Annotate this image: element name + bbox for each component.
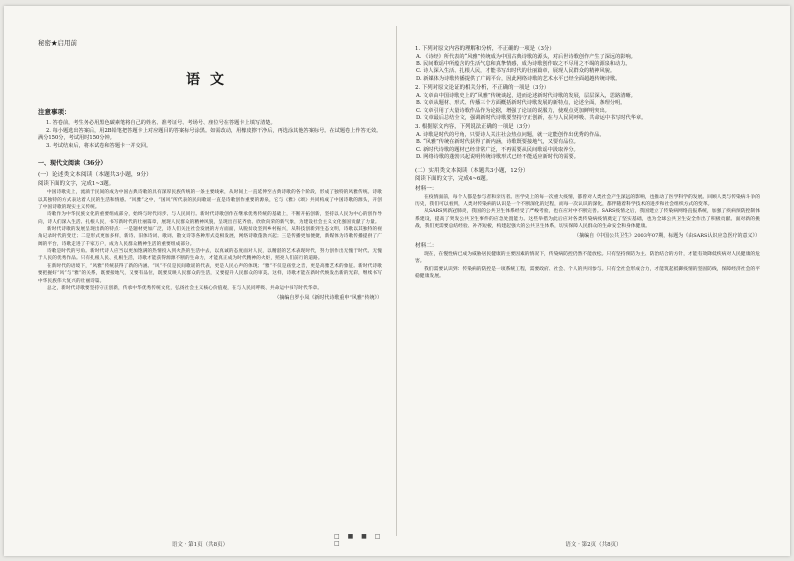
material-paragraph: 我们需要认识到：传染病的防控是一项系统工程，需要政府、社会、个人的共同参与。只有全社会形成合力，才能筑起抵御疫情的坚固防线，保障经济社会的平稳健康发展。 [415,266,760,280]
passage-paragraph: 新时代诗歌的发展呈现出新的特点：一是题材更加广泛，诗人们关注社会发展的方方面面，从脱贫攻坚到乡村振兴，从科技创新到生态文明，诗歌以其独特的视角记录时代的变迁；二是形式更加多样，新诗、旧体诗词、歌词、散文诗等各种形式竞相发展，网络诗歌蓬勃兴起；三是传播更加便捷，新媒体为诗歌传播提供了广阔的平台，诗歌走进了千家万户，成为人民群众精神生活的重要组成部分。 [38,227,382,247]
question-1-stem: 1. 下列对原文内容的理解和分析，不正确的一项是（3分） [415,46,555,52]
question-3-stem: 3. 根据原文内容，下列说法正确的一项是（3分） [415,124,534,131]
passage-paragraph: 总之，新时代诗歌要坚持守正创新，传承中华优秀传统文化，弘扬社会主义核心价值观，在与人民同呼吸、共命运中书写时代华章。 [47,285,323,291]
passage-paragraph: 中国诗歌史上，流淌于民间的成为中国古典诗歌的具有深厚民族传统的一条主要线索，从时间上一直延伸至古典诗歌的各个阶段，形成了独特的风雅传统。诗歌以其独特的方式表达着人民的生活和情感。“风雅”之中，“国风”所代表的民间歌谣一直是诗歌创作重要的源泉，它与《雅》《颂》共同构成了中国诗歌的源头，开创了中国诗歌的现实主义传统。 [38,190,382,211]
question-2-option: D. 文章最后总结全文，强调新时代诗歌要坚持守正创新，在与人民同呼吸、共命运中书写时代华章。 [416,115,647,122]
subsection-title-2: (二）实用类文本阅读（本题共3小题，12分） [415,167,529,174]
notice-item: 3. 考试结束后，将本试卷和答题卡一并交回。 [46,142,152,149]
question-3-option: B. “风雅”传统在新时代获得了新内涵，诗歌既要接地气，又要有品位。 [416,139,579,146]
question-1-option: A. 《诗经》所代表的“风雅”传统成为中国古典诗歌的源头，对后世诗歌创作产生了深远的影响。 [416,53,636,60]
material-paragraph: 现在，在慢性病已成为威胁居民健康的主要因素的情况下，传染病防控仍然不能放松。只有坚持预防为主、防治结合的方针，才能有效降低疾病对人民健康的危害。 [415,252,760,265]
question-2-option: C. 文章引用了大量诗歌作品作为论据，增强了论证的说服力，使观点更加鲜明突出。 [416,107,610,114]
exam-title: 语文 [186,72,234,88]
question-2-stem: 2. 下列对原文论证的相关分析，不正确的一项是（3分） [415,85,550,92]
secret-label: 秘密★启用前 [38,39,77,47]
notice-heading: 注意事项： [38,108,71,116]
question-1-option: D. 新媒体为诗歌传播提供了广阔平台，因此网络诗歌的艺术水平已经全面超越传统诗歌。 [416,75,621,82]
material-paragraph: 从SARS到新冠肺炎，我国的公共卫生体系经受了严峻考验，也在应对中不断完善。SARS疫情之后，我国建立了传染病网络直报系统，加强了疾病预防控制体系建设，提高了突发公共卫生事件的应急处置能力。这些举措为此后应对各类传染病疫情奠定了坚实基础，也为全球公共卫生安全作出了积极贡献。面对新的挑战，我们更需要总结经验、补齐短板，构建起强大的公共卫生体系，切实保障人民群众的生命安全和身体健康。 [415,209,760,229]
exam-sheet [4,6,790,556]
question-3-option: C. 新时代诗歌的题材已经非常广泛，不再需要从民间歌谣中汲取养分。 [416,146,579,153]
material-paragraph: 在疫情面前，每个人都是参与者和亲历者。医学史上的每一次重大疫情，都曾对人类社会产生深远的影响，也推动了医学科学的发展。回顾人类与传染病斗争的历史，我们可以看到，人类对传染病的认识是一个不断深化的过程，而每一次认识的深化，都伴随着科学技术的进步和社会组织方式的变革。 [415,194,760,207]
question-1-option: B. 民间歌谣中所蕴含的生活气息和真挚情感，成为诗歌创作取之不尽用之不竭的源泉和动力。 [416,61,631,67]
scan-marks: □ ■ ■ □ □ [334,533,384,547]
passage-paragraph: 诗歌是时代的号角。新时代诗人应当以更加饱满的热情投入到火热的生活中去，以真诚的态度面对人民，以精湛的艺术表现时代，努力创作出无愧于时代、无愧于人民的优秀作品。只有扎根人民、扎根生活，诗歌才能获得源源不断的生命力，才能真正成为时代精神的火炬，照亮人们前行的道路。 [38,249,382,262]
question-3-option: A. 诗歌是时代的号角，只要诗人关注社会热点问题，就一定能创作出优秀的作品。 [416,132,605,139]
material-2-label: 材料二： [415,243,438,250]
question-3-option: D. 网络诗歌的蓬勃兴起说明传统诗歌形式已经不能适应新时代的需要。 [416,154,579,161]
question-2-option: A. 文章由中国诗歌史上的“风雅”传统谈起，进而论述新时代诗歌的发展，层层深入，思路清晰。 [416,92,636,99]
section-title: 一、现代文阅读（36分） [38,160,107,168]
notice-item: 2. 每小题选出答案后，用2B铅笔把答题卡上对应题目的答案标号涂黑。如需改动，用橡皮擦干净后，再选涂其他答案标号。在试题卷上作答无效。满分150分，考试用时150分钟。 [38,127,382,142]
reading-instruction-2: 阅读下面的文字，完成4~6题。 [415,175,492,182]
subsection-title: (一）论述类文本阅读（本题共3小题，9分） [38,172,152,179]
question-1-option: C. 诗人深入生活、扎根人民，才能书写出时代的壮丽篇章，展现人民群众的精神风貌。 [416,68,616,75]
material-1-source: （摘编自《中国公共卫生》2003年07期，标题为《由SARS认识应急医疗的意义》） [574,233,760,240]
passage-paragraph: 诗歌作为中华民族文化的重要组成部分，始终与时代同步、与人民同行。新时代诗歌创作在继承优秀传统的基础上，不断开拓创新，坚持以人民为中心的创作导向，诗人们深入生活、扎根人民，书写新时代的壮丽篇章，展现人民群众的精神风貌，呈现出百花齐放、欣欣向荣的新气象，为建设社会主义文化强国贡献了力量。 [38,212,382,225]
page-footer-right: 语文 · 第2页（共8页） [565,542,622,548]
notice-item: 1. 答卷前，考生务必用黑色碳素笔将自己的姓名、准考证号、考场号、座位号在答题卡上填写清楚。 [46,120,276,126]
material-1-label: 材料一： [415,185,438,192]
passage-paragraph: 在新时代的语境下，“风雅”传统获得了新的内涵。“风”不仅是民间歌谣的代表，更是人民心声的体现；“雅”不仅是庙堂之音，更是高雅艺术的象征。新时代诗歌要把握好“风”与“雅”的关系，既要接地气，又要有品位，既要反映人民群众的生活，又要提升人民群众的审美。这样，诗歌才能在新时代焕发出新的光彩，继续书写中华民族伟大复兴的壮丽诗篇。 [38,263,382,284]
page-right [397,6,790,556]
question-2-option: B. 文章从题材、形式、传播三个方面概括新时代诗歌发展的新特点，论述全面，条理分明。 [416,100,626,107]
passage-source: （摘编自罗小凤《新时代诗歌重申“风雅”传统》） [274,295,382,302]
page-left [4,6,396,556]
page-footer-left: 语文 · 第1页（共8页） [171,542,229,548]
reading-instruction: 阅读下面的文字，完成1~3题。 [38,181,115,188]
